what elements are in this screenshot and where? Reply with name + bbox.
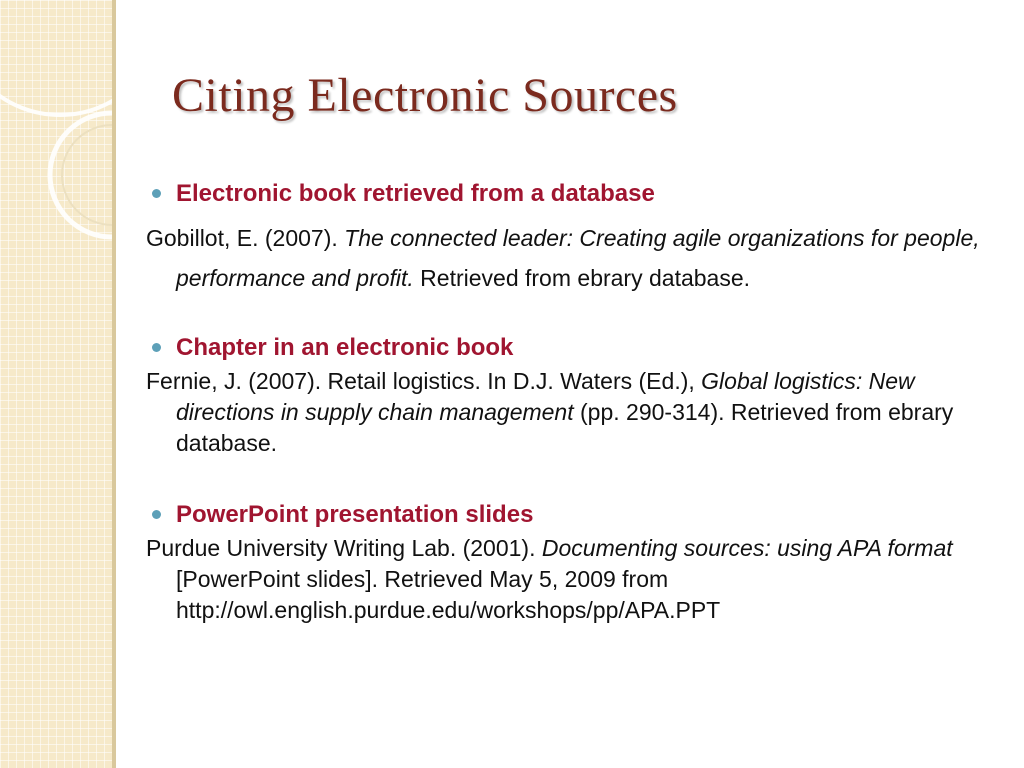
citation-text: [146, 533, 986, 626]
citation-plain: Purdue University Writing Lab. (2001).: [146, 535, 542, 561]
decorative-side-band: [0, 0, 112, 768]
citation-italic-title: The connected leader: Creating agile organizations for people, performance and profit.: [176, 225, 980, 291]
slide-title: Citing Electronic Sources: [172, 69, 678, 122]
citation-text: [146, 218, 986, 298]
section-heading: [146, 334, 986, 362]
bullet-icon: [152, 510, 161, 519]
decorative-arcs: [0, 0, 112, 768]
band-edge-divider: [112, 0, 116, 768]
citation-italic-title: Documenting sources: using APA format: [541, 535, 953, 561]
citation-plain: Fernie, J. (2007). Retail logistics. In D.J. Waters (Ed.),: [146, 368, 702, 394]
section-heading-text: PowerPoint presentation slides: [176, 501, 534, 528]
section-heading-text: Chapter in an electronic book: [176, 334, 514, 361]
citation-section: [146, 180, 986, 298]
section-heading-text: Electronic book retrieved from a database: [176, 180, 655, 207]
section-heading: [146, 180, 986, 208]
slide-content: [146, 180, 986, 626]
citation-section: [146, 501, 986, 626]
bullet-icon: [152, 343, 161, 352]
bullet-icon: [152, 189, 161, 198]
section-heading: [146, 501, 986, 529]
citation-plain: (pp. 290-314). Retrieved from ebrary database.: [176, 399, 954, 456]
citation-plain: Retrieved from ebrary database.: [413, 265, 751, 291]
citation-plain: Gobillot, E. (2007).: [146, 225, 345, 251]
citation-section: [146, 334, 986, 459]
citation-text: [146, 366, 986, 459]
citation-italic-title: Global logistics: New directions in supply chain management: [176, 368, 915, 425]
citation-plain: [PowerPoint slides]. Retrieved May 5, 2009 from http://owl.english.purdue.edu/workshops/pp/APA.PPT: [176, 566, 721, 623]
